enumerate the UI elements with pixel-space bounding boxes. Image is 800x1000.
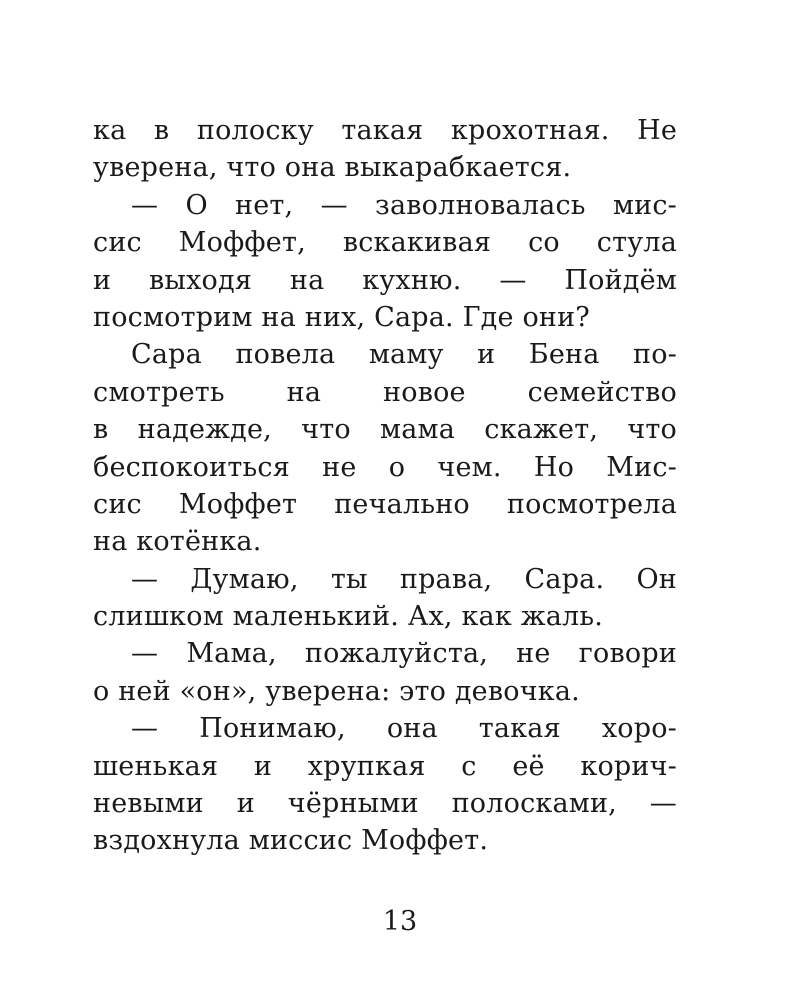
text-line: в надежде, что мама скажет, что: [93, 414, 677, 446]
body-text: [93, 112, 677, 860]
text-line: невыми и чёрными полосками, —: [93, 788, 677, 820]
text-line: — Мама, пожалуйста, не говори: [131, 638, 677, 670]
text-line: уверена, что она выкарабкается.: [93, 152, 572, 184]
text-line: и выходя на кухню. — Пойдём: [93, 264, 677, 296]
text-line: на котёнка.: [93, 526, 262, 558]
text-line: о ней «он», уверена: это девочка.: [93, 675, 580, 707]
text-line: — Думаю, ты права, Сара. Он: [131, 563, 677, 595]
text-line: сис Моффет, вскакивая со стула: [93, 227, 677, 259]
text-line: ка в полоску такая крохотная. Не: [93, 115, 677, 146]
text-line: шенькая и хрупкая с её корич-: [93, 750, 677, 782]
text-line: вздохнула миссис Моффет.: [93, 825, 489, 857]
text-line: сис Моффет печально посмотрела: [93, 488, 677, 520]
text-line: Сара повела маму и Бена по-: [131, 339, 677, 371]
text-line: — О нет, — заволновалась мис-: [131, 189, 677, 221]
text-line: слишком маленький. Ах, как жаль.: [93, 601, 604, 633]
text-line: беспокоиться не о чем. Но Мис-: [93, 451, 677, 483]
text-line: — Понимаю, она такая хоро-: [131, 713, 677, 745]
text-line: смотреть на новое семейство: [93, 376, 677, 408]
text-line: посмотрим на них, Сара. Где они?: [93, 301, 590, 333]
page-number: 13: [382, 906, 418, 937]
